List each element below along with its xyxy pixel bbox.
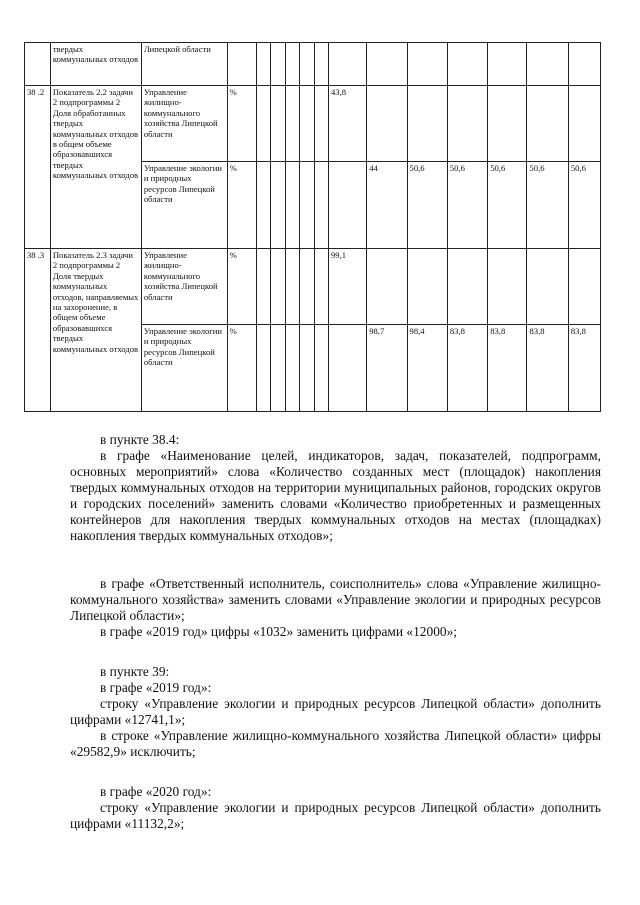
cell-value: [300, 86, 314, 162]
amendment-heading-39: в пункте 39:: [100, 664, 170, 679]
cell-value: [300, 249, 314, 325]
cell-value: [568, 249, 600, 325]
cell-value: [314, 325, 328, 412]
cell-value: [256, 162, 270, 249]
cell-executor: Липецкой области: [141, 43, 227, 86]
cell-value: [488, 249, 527, 325]
cell-value: [256, 325, 270, 412]
cell-unit: %: [227, 249, 256, 325]
cell-value: [271, 249, 285, 325]
amendment-heading-38-4: в пункте 38.4:: [100, 432, 180, 447]
cell-value: 50,6: [568, 162, 600, 249]
cell-value: 98,4: [407, 325, 447, 412]
cell-value: [447, 86, 487, 162]
cell-value: [285, 325, 299, 412]
cell-value: [447, 249, 487, 325]
amendment-paragraph: в графе «2019 год»:: [100, 680, 212, 695]
amendment-paragraph: строку «Управление экологии и природных ресурсов Липецкой области» дополнить цифрами «12741,1»;: [70, 696, 601, 727]
cell-num: [25, 43, 51, 86]
cell-value: [314, 86, 328, 162]
cell-value: [367, 249, 407, 325]
cell-value: [527, 86, 568, 162]
cell-value: [527, 249, 568, 325]
cell-value: [285, 249, 299, 325]
amendment-paragraph: в графе «2020 год»:: [100, 784, 212, 799]
cell-executor: Управление жилищно-коммунального хозяйства Липецкой области: [141, 86, 227, 162]
cell-value: [314, 162, 328, 249]
cell-value: 44: [367, 162, 407, 249]
table-row-38-3-a: [25, 249, 601, 325]
cell-value: [568, 86, 600, 162]
cell-value: [285, 162, 299, 249]
amendment-paragraph: в графе «2019 год» цифры «1032» заменить цифрами «12000»;: [100, 624, 457, 639]
cell-value: [300, 162, 314, 249]
amendment-paragraph: в графе «Ответственный исполнитель, соисполнитель» слова «Управление жилищно-коммунального хозяйства» заменить словами «Управление экологии и природных ресурсов Липецкой области»;: [70, 576, 601, 623]
cell-value: 83,8: [447, 325, 487, 412]
cell-value: 50,6: [407, 162, 447, 249]
cell-value: 50,6: [527, 162, 568, 249]
table-row-38-2-a: [25, 86, 601, 162]
cell-num: 38 .2: [25, 86, 51, 249]
cell-value: [256, 249, 270, 325]
cell-executor: Управление жилищно-коммунального хозяйства Липецкой области: [141, 249, 227, 325]
cell-value: [271, 162, 285, 249]
amendment-paragraph: в строке «Управление жилищно-коммунального хозяйства Липецкой области» цифры «29582,9» исключить;: [70, 728, 601, 759]
cell-value: [407, 249, 447, 325]
cell-value: 50,6: [488, 162, 527, 249]
cell-value: [488, 86, 527, 162]
cell-value: 99,1: [328, 249, 366, 325]
table-row-continuation: [25, 43, 601, 86]
cell-value: [271, 325, 285, 412]
cell-value: [285, 86, 299, 162]
cell-value: [328, 325, 366, 412]
cell-executor: Управление экологии и природных ресурсов Липецкой области: [141, 162, 227, 249]
cell-unit: %: [227, 325, 256, 412]
cell-value: 83,8: [568, 325, 600, 412]
cell-value: [256, 86, 270, 162]
cell-name: твердых коммунальных отходов: [50, 43, 141, 86]
cell-value: [300, 325, 314, 412]
cell-unit: %: [227, 86, 256, 162]
amendment-paragraph: в графе «Наименование целей, индикаторов, задач, показателей, подпрограмм, основных мероприятий» слова «Количество созданных мест (площадок) накопления твердых коммунальных отходов на территории муниципальных районов, городских округов и городских поселений» заменить словами «Количество приобретенных и размещенных контейнеров для накопления твердых коммунальных отходов на местах (площадках) накопления твердых коммунальных отходов»;: [70, 448, 601, 543]
indicator-table: [24, 42, 601, 412]
cell-value: 50,6: [447, 162, 487, 249]
cell-value: [271, 86, 285, 162]
cell-value: [314, 249, 328, 325]
cell-executor: Управление экологии и природных ресурсов Липецкой области: [141, 325, 227, 412]
cell-num: 38 .3: [25, 249, 51, 412]
cell-name: Показатель 2.2 задачи 2 подпрограммы 2 Доля обработанных твердых коммунальных отходов в общем объеме образовавшихся твердых коммунальных отходов: [50, 86, 141, 249]
cell-value: 83,8: [527, 325, 568, 412]
cell-value: 83,8: [488, 325, 527, 412]
cell-value: [367, 86, 407, 162]
cell-name: Показатель 2.3 задачи 2 подпрограммы 2 Доля твердых коммунальных отходов, направляемых на захоронение, в общем объеме образовавшихся твердых коммунальных отходов: [50, 249, 141, 412]
cell-value: 98,7: [367, 325, 407, 412]
amendment-paragraph: строку «Управление экологии и природных ресурсов Липецкой области» дополнить цифрами «11132,2»;: [70, 800, 601, 831]
cell-value: [407, 86, 447, 162]
cell-value: 43,8: [328, 86, 366, 162]
cell-value: [328, 162, 366, 249]
cell-unit: %: [227, 162, 256, 249]
